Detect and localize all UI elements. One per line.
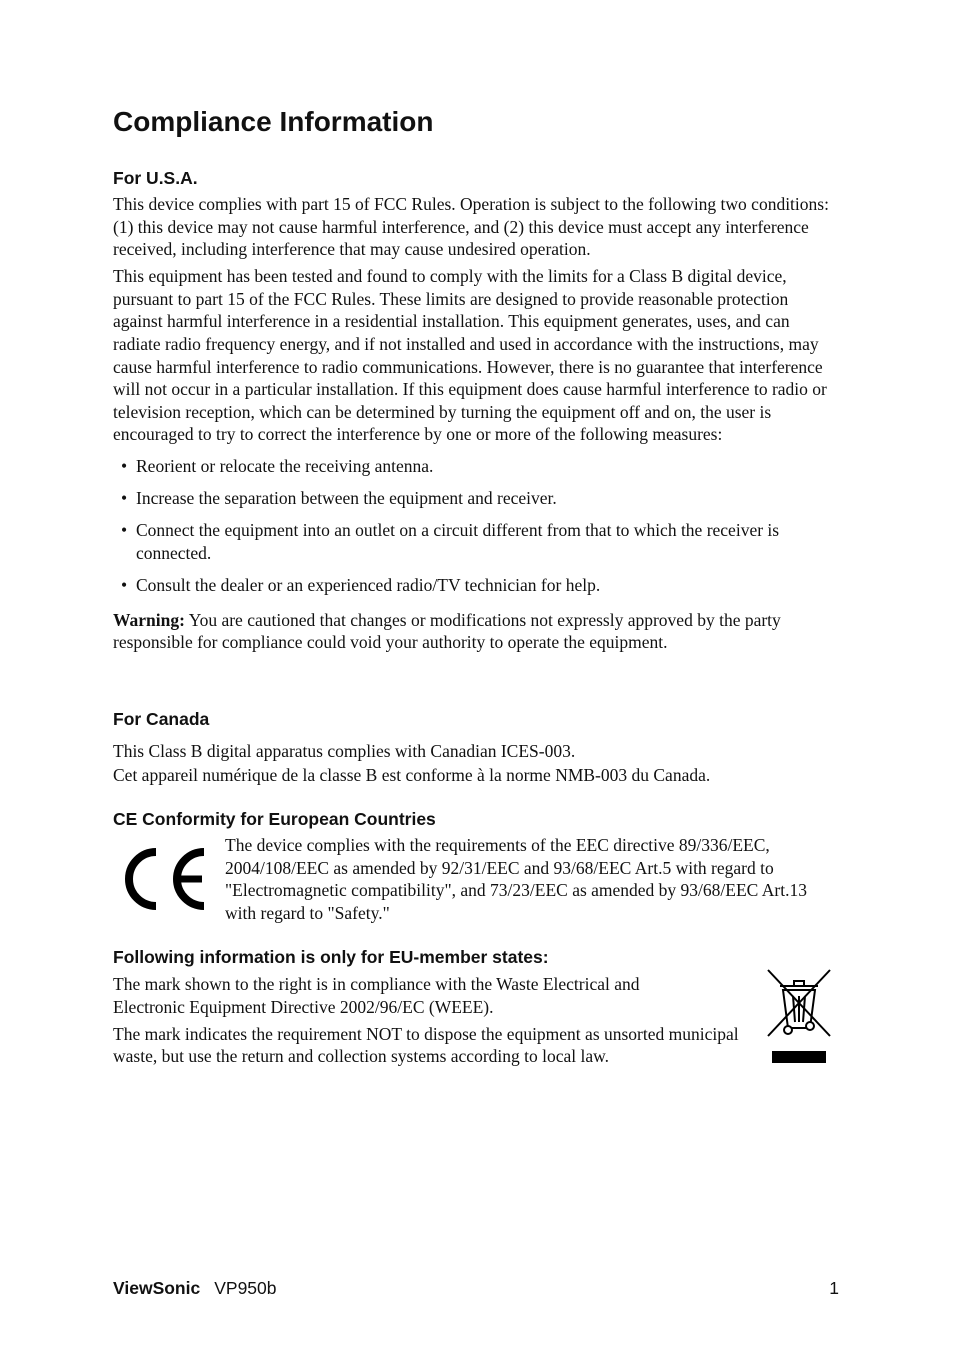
- eu-paragraph-2: The mark indicates the requirement NOT to dispose the equipment as unsorted municipal waste, but use the return and collection systems according to local law.: [113, 1023, 739, 1067]
- warning-label: Warning:: [113, 609, 185, 630]
- usa-heading: For U.S.A.: [113, 168, 198, 188]
- eu-paragraph-1: The mark shown to the right is in compliance with the Waste Electrical and Electronic Equipment Directive 2002/96/EC (WEEE).: [113, 974, 640, 1017]
- list-item: • Consult the dealer or an experienced radio/TV technician for help.: [113, 574, 839, 597]
- warning-paragraph: [113, 609, 839, 654]
- warning-text: You are cautioned that changes or modifications not expressly approved by the party responsible for compliance could void your authority to operate the equipment.: [113, 609, 781, 653]
- eu-heading: Following information is only for EU-member states:: [113, 947, 549, 967]
- canada-line-1: This Class B digital apparatus complies with Canadian ICES-003.: [113, 741, 576, 761]
- usa-section: [113, 167, 839, 654]
- list-item: • Increase the separation between the equipment and receiver.: [113, 487, 839, 510]
- list-item: • Connect the equipment into an outlet on a circuit different from that to which the receiver is connected.: [113, 519, 839, 564]
- weee-crossed-bin-icon: [766, 968, 832, 1066]
- page-title: Compliance Information: [113, 106, 434, 137]
- ce-heading: CE Conformity for European Countries: [113, 809, 436, 829]
- canada-line-2: Cet appareil numérique de la classe B est conforme à la norme NMB-003 du Canada.: [113, 765, 711, 785]
- eu-section: [113, 946, 839, 1068]
- ce-section: [113, 808, 839, 924]
- canada-section: [113, 708, 839, 787]
- canada-heading: For Canada: [113, 709, 210, 729]
- ce-text: The device complies with the requirements of the EEC directive 89/336/EEC, 2004/108/EEC as amended by 92/31/EEC and 93/68/EEC Art.5 with regard to "Electromagnetic compatibility", and 73/23/EEC as amended by 93/68/EEC Art.13 with regard to "Safety.": [225, 835, 807, 923]
- usa-paragraph-2: This equipment has been tested and found to comply with the limits for a Class B digital device, pursuant to part 15 of the FCC Rules. These limits are designed to provide reasonable protection against harmful interference in a residential installation. This equipment generates, uses, and can radiate radio frequency energy, and if not installed and used in accordance with the instructions, may cause harmful interference to radio communications. However, there is no guarantee that interference will not occur in a particular installation. If this equipment does cause harmful interference to radio or television reception, which can be determined by turning the equipment off and on, the user is encouraged to try to correct the interference by one or more of the following measures:: [113, 266, 827, 445]
- ce-mark-icon: [122, 846, 206, 912]
- footer-brand: ViewSonic: [113, 1278, 201, 1298]
- footer-model: VP950b: [214, 1278, 277, 1298]
- usa-paragraph-1: This device complies with part 15 of FCC Rules. Operation is subject to the following two conditions: (1) this device may not cause harmful interference, and (2) this device must accept any interference received, including interference that may cause undesired operation.: [113, 194, 829, 260]
- page-footer: [113, 1275, 839, 1301]
- list-item: • Reorient or relocate the receiving antenna.: [113, 455, 839, 478]
- measures-list: [113, 455, 839, 596]
- page-number: 1: [829, 1278, 839, 1298]
